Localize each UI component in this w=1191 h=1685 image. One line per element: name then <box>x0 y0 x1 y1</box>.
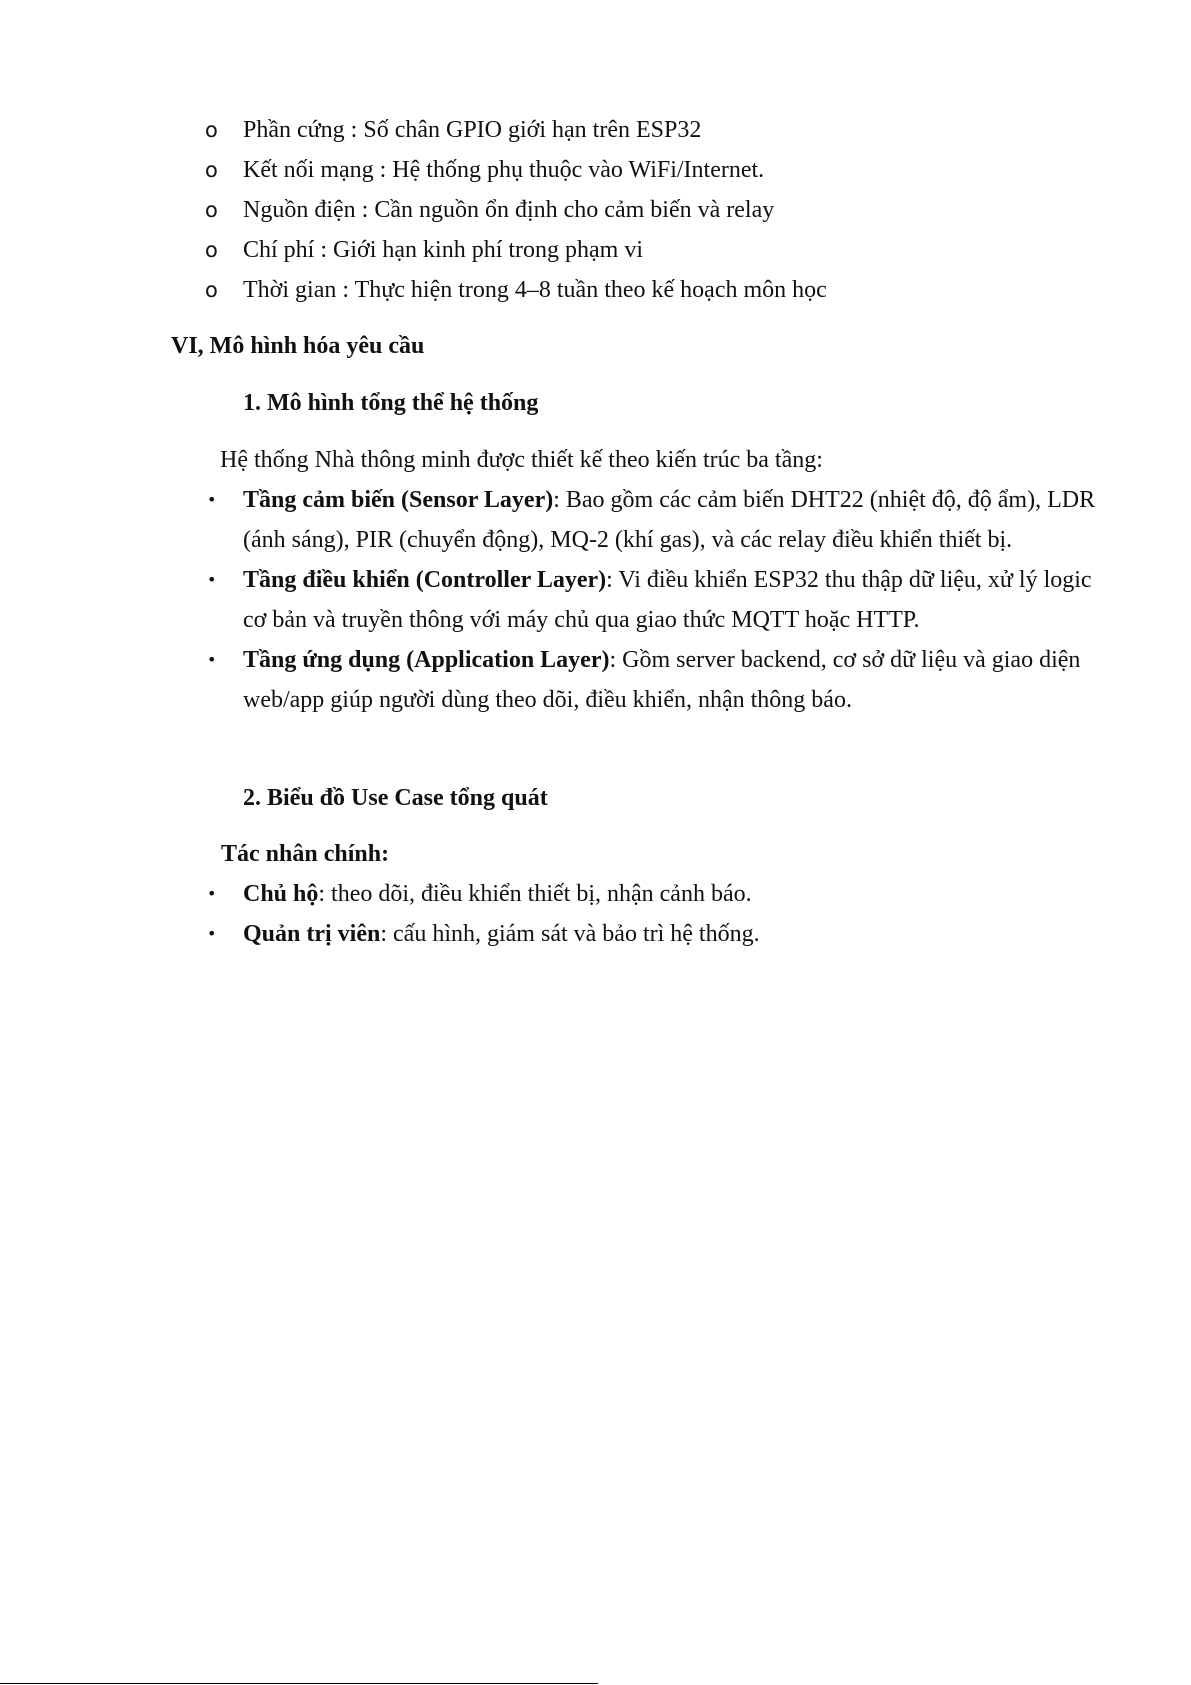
actor-name: Quản trị viên <box>243 921 381 947</box>
constraint-label: Kết nối mạng <box>243 157 374 183</box>
constraint-label: Thời gian <box>243 277 337 303</box>
list-item <box>205 874 1105 914</box>
list-item <box>205 150 827 190</box>
constraint-label: Chí phí <box>243 237 315 263</box>
section-heading: VI, Mô hình hóa yêu cầu <box>171 333 425 359</box>
bullet-icon: • <box>207 924 217 943</box>
bullet-icon: • <box>207 490 217 509</box>
circle-bullet-icon: o <box>205 198 218 222</box>
layer-description: : Gồm server backend, cơ sở dữ liệu và giao diện web/app giúp người dùng theo dõi, điều khiển, nhận thông báo. <box>243 647 1081 713</box>
bullet-icon: • <box>207 884 217 903</box>
layer-name: Tầng ứng dụng (Application Layer) <box>243 647 610 673</box>
constraint-text: : Cần nguồn ổn định cho cảm biến và relay <box>355 197 775 223</box>
list-item <box>205 270 827 310</box>
constraint-text: : Số chân GPIO giới hạn trên ESP32 <box>344 117 702 143</box>
list-item <box>205 190 827 230</box>
layers-list <box>205 480 1105 720</box>
subsection-heading-use-case: 2. Biểu đồ Use Case tổng quát <box>243 785 548 811</box>
subsection-heading-overall-model: 1. Mô hình tổng thể hệ thống <box>243 390 539 416</box>
actor-description: : theo dõi, điều khiển thiết bị, nhận cảnh báo. <box>318 881 752 907</box>
constraint-text: : Thực hiện trong 4–8 tuần theo kế hoạch môn học <box>336 277 827 303</box>
layer-description: : Bao gồm các cảm biến DHT22 (nhiệt độ, độ ẩm), LDR (ánh sáng), PIR (chuyển động), MQ-2 (khí gas), và các relay điều khiển thiết bị. <box>243 487 1096 553</box>
list-item <box>205 230 827 270</box>
bullet-icon: • <box>207 650 217 669</box>
layer-name: Tầng cảm biến (Sensor Layer) <box>243 487 554 513</box>
layer-description: : Vi điều khiển ESP32 thu thập dữ liệu, xử lý logic cơ bản và truyền thông với máy chủ qua giao thức MQTT hoặc HTTP. <box>243 567 1092 633</box>
actors-label: Tác nhân chính: <box>221 841 390 867</box>
constraints-list <box>205 110 827 310</box>
footer-divider <box>0 1683 598 1684</box>
constraint-label: Phần cứng <box>243 117 345 143</box>
circle-bullet-icon: o <box>205 118 218 142</box>
list-item <box>205 640 1105 720</box>
architecture-intro: Hệ thống Nhà thông minh được thiết kế theo kiến trúc ba tầng: <box>220 447 823 473</box>
bullet-icon: • <box>207 570 217 589</box>
actors-list <box>205 874 1105 954</box>
list-item <box>205 914 1105 954</box>
constraint-text: : Giới hạn kinh phí trong phạm vi <box>314 237 644 263</box>
circle-bullet-icon: o <box>205 278 218 302</box>
actor-name: Chủ hộ <box>243 881 319 907</box>
circle-bullet-icon: o <box>205 158 218 182</box>
layer-name: Tầng điều khiển (Controller Layer) <box>243 567 607 593</box>
actor-description: : cấu hình, giám sát và bảo trì hệ thống. <box>380 921 760 947</box>
list-item <box>205 480 1105 560</box>
constraint-text: : Hệ thống phụ thuộc vào WiFi/Internet. <box>373 157 765 183</box>
list-item <box>205 110 827 150</box>
circle-bullet-icon: o <box>205 238 218 262</box>
constraint-label: Nguồn điện <box>243 197 356 223</box>
list-item <box>205 560 1105 640</box>
